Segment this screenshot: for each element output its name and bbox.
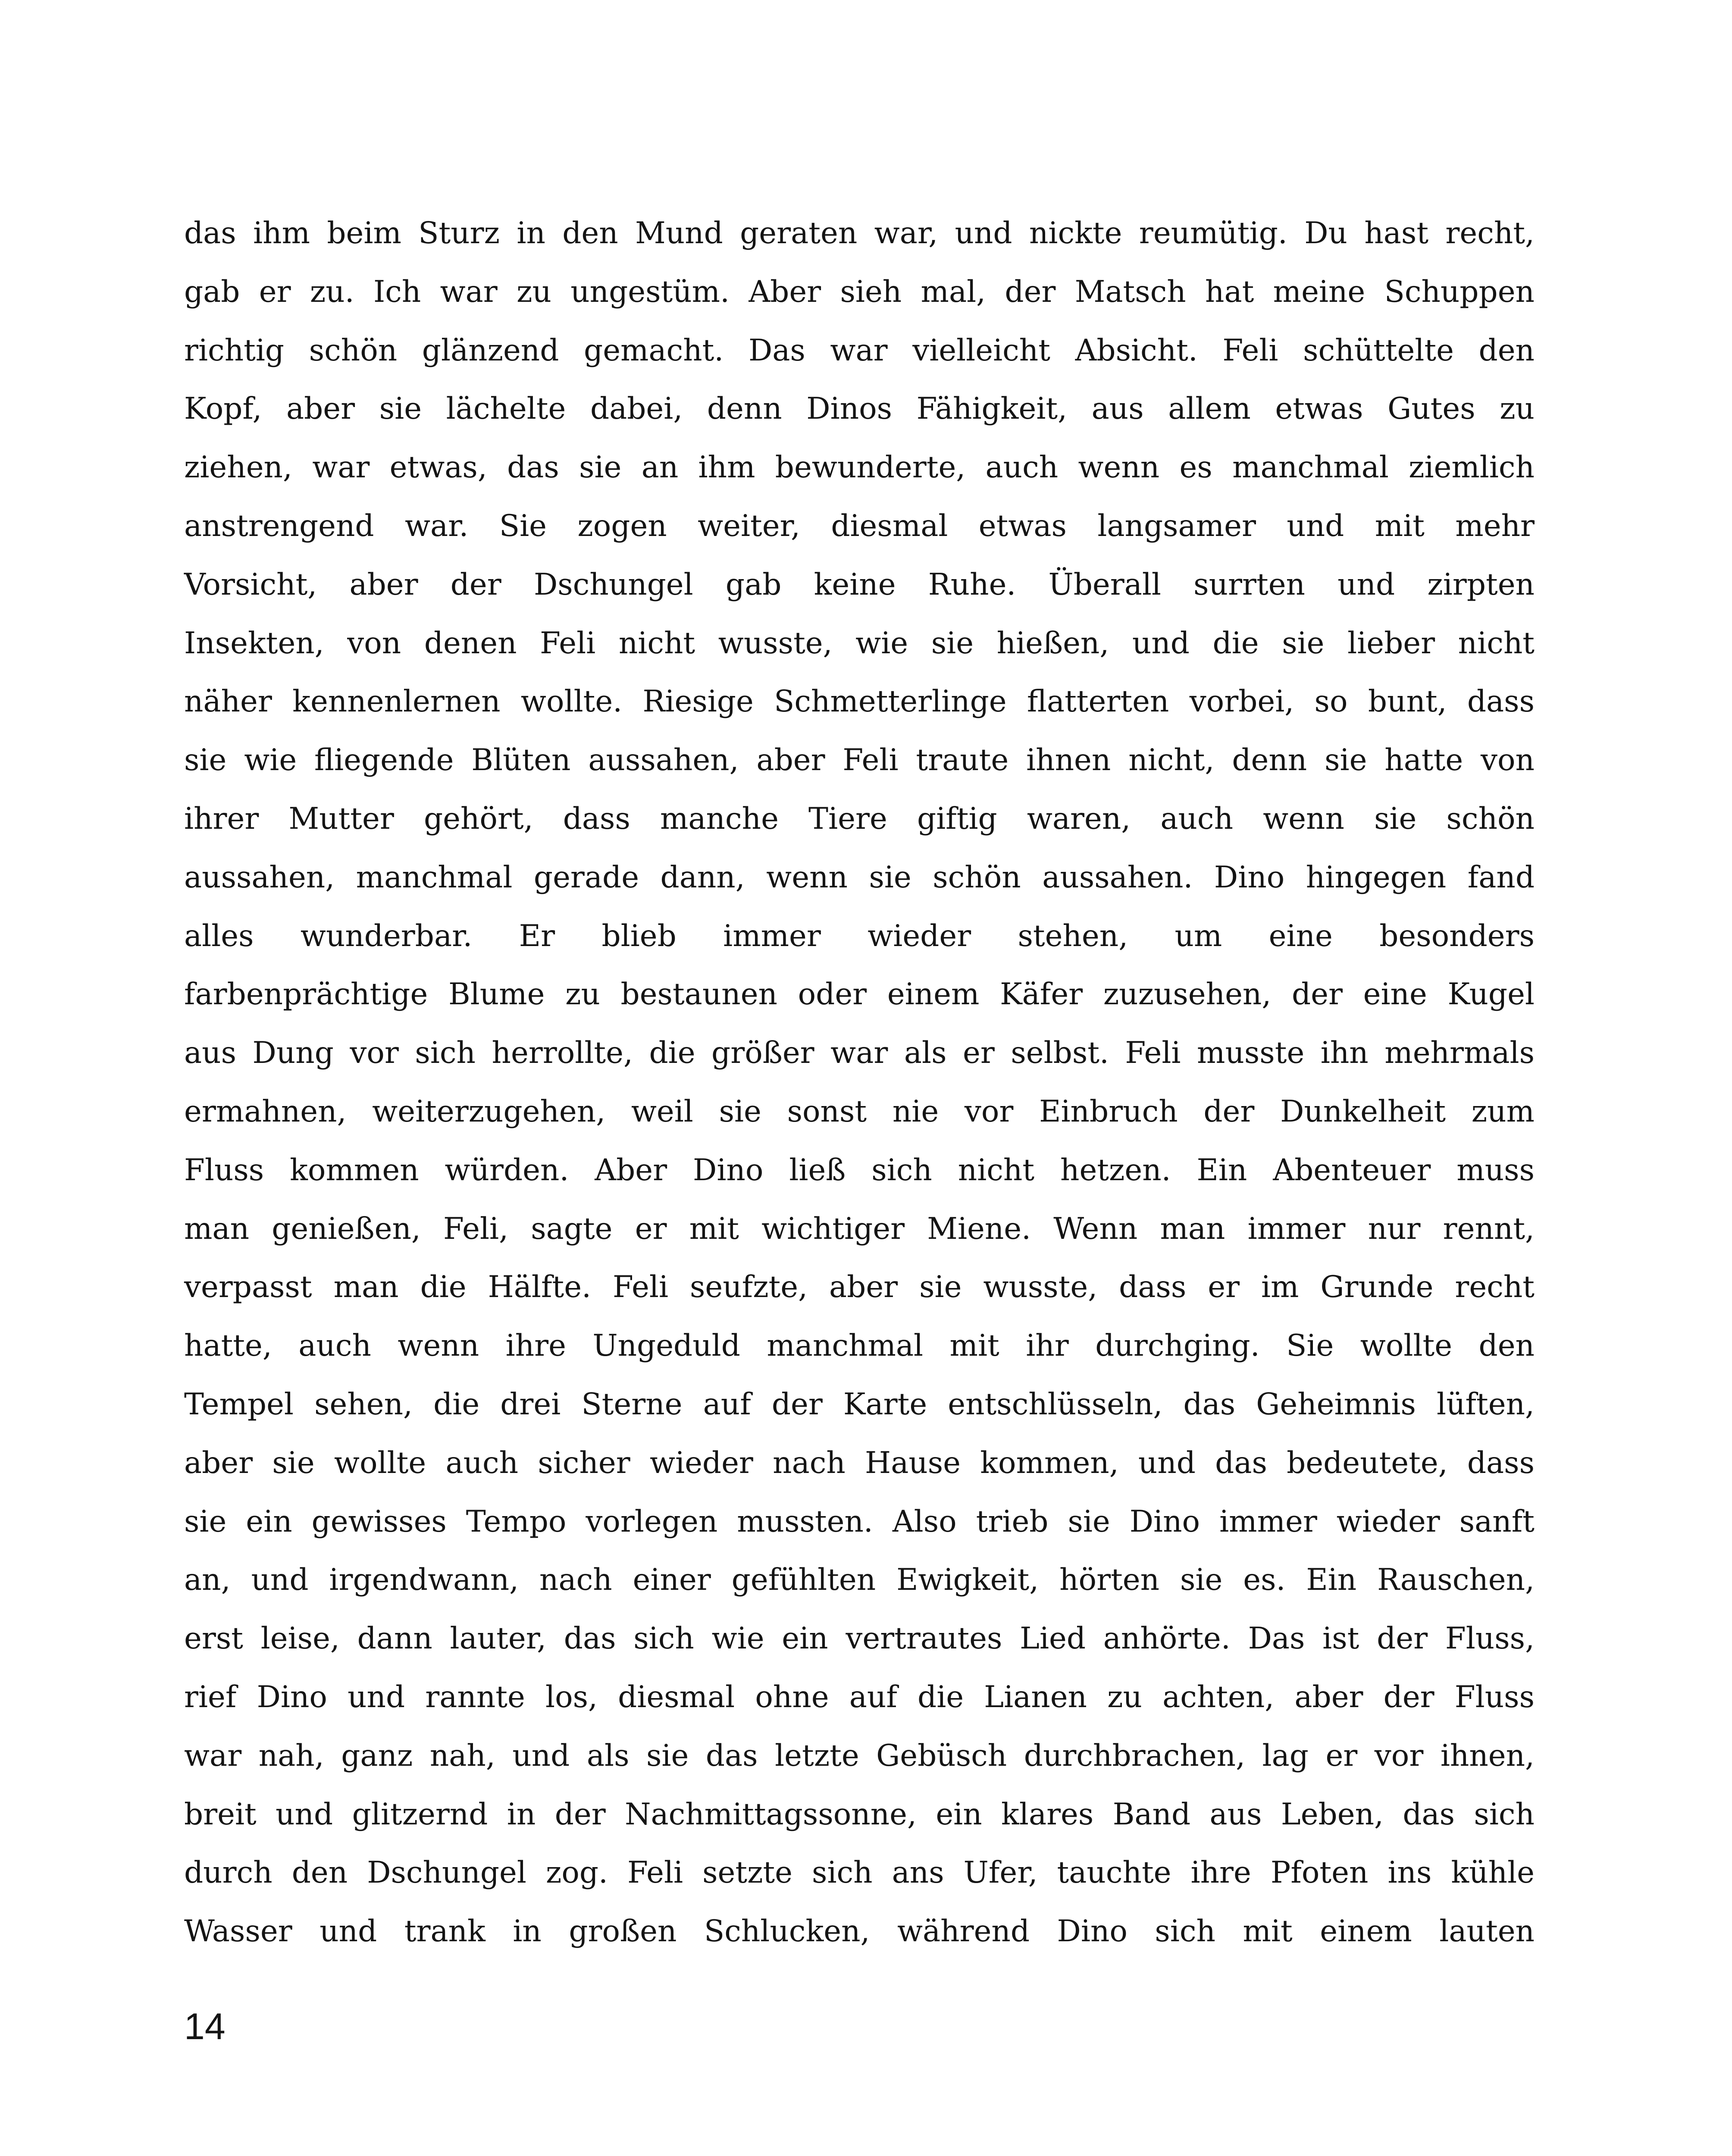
- text-line: sie ein gewisses Tempo vorlegen mussten. Also trieb sie Dino immer wieder sanft: [184, 1504, 1535, 1539]
- text-line: näher kennenlernen wollte. Riesige Schmetterlinge flatterten vorbei, so bunt, dass: [184, 684, 1535, 719]
- text-line: Vorsicht, aber der Dschungel gab keine Ruhe. Überall surrten und zirpten: [184, 567, 1535, 602]
- text-line: war nah, ganz nah, und als sie das letzte Gebüsch durchbrachen, lag er vor ihnen,: [184, 1738, 1535, 1773]
- text-line: Fluss kommen würden. Aber Dino ließ sich nicht hetzen. Ein Abenteuer muss: [184, 1153, 1535, 1188]
- body-text: [184, 204, 1535, 1961]
- page-number: 14: [184, 2006, 226, 2047]
- text-line: hatte, auch wenn ihre Ungeduld manchmal mit ihr durchging. Sie wollte den: [184, 1329, 1535, 1363]
- text-line: sie wie fliegende Blüten aussahen, aber Feli traute ihnen nicht, denn sie hatte von: [184, 743, 1535, 778]
- text-line: Kopf, aber sie lächelte dabei, denn Dinos Fähigkeit, aus allem etwas Gutes zu: [184, 392, 1535, 426]
- text-line: ihrer Mutter gehört, dass manche Tiere giftig waren, auch wenn sie schön: [184, 801, 1535, 836]
- text-line: Insekten, von denen Feli nicht wusste, wie sie hießen, und die sie lieber nicht: [184, 626, 1535, 661]
- text-line: ziehen, war etwas, das sie an ihm bewunderte, auch wenn es manchmal ziemlich: [184, 450, 1535, 485]
- text-line: farbenprächtige Blume zu bestaunen oder einem Käfer zuzusehen, der eine Kugel: [184, 977, 1535, 1012]
- text-line: aussahen, manchmal gerade dann, wenn sie schön aussahen. Dino hingegen fand: [184, 860, 1535, 895]
- text-line: richtig schön glänzend gemacht. Das war vielleicht Absicht. Feli schüttelte den: [184, 333, 1535, 368]
- text-line: verpasst man die Hälfte. Feli seufzte, aber sie wusste, dass er im Grunde recht: [184, 1270, 1535, 1305]
- text-line: ermahnen, weiterzugehen, weil sie sonst nie vor Einbruch der Dunkelheit zum: [184, 1094, 1535, 1129]
- text-line: aber sie wollte auch sicher wieder nach Hause kommen, und das bedeutete, dass: [184, 1445, 1535, 1480]
- text-line: Wasser und trank in großen Schlucken, während Dino sich mit einem lauten: [184, 1914, 1535, 1949]
- text-line: Tempel sehen, die drei Sterne auf der Karte entschlüsseln, das Geheimnis lüften,: [184, 1387, 1535, 1422]
- text-line: man genießen, Feli, sagte er mit wichtiger Miene. Wenn man immer nur rennt,: [184, 1211, 1535, 1246]
- text-line: rief Dino und rannte los, diesmal ohne auf die Lianen zu achten, aber der Fluss: [184, 1680, 1535, 1714]
- text-line: alles wunderbar. Er blieb immer wieder stehen, um eine besonders: [184, 918, 1535, 953]
- text-line: breit und glitzernd in der Nachmittagssonne, ein klares Band aus Leben, das sich: [184, 1797, 1535, 1832]
- text-line: das ihm beim Sturz in den Mund geraten war, und nickte reumütig. Du hast recht,: [184, 216, 1535, 251]
- text-line: gab er zu. Ich war zu ungestüm. Aber sieh mal, der Matsch hat meine Schuppen: [184, 274, 1535, 309]
- text-line: durch den Dschungel zog. Feli setzte sich ans Ufer, tauchte ihre Pfoten ins kühle: [184, 1855, 1535, 1890]
- text-line: an, und irgendwann, nach einer gefühlten Ewigkeit, hörten sie es. Ein Rauschen,: [184, 1563, 1535, 1598]
- text-line: erst leise, dann lauter, das sich wie ein vertrautes Lied anhörte. Das ist der Fluss,: [184, 1621, 1535, 1656]
- text-line: anstrengend war. Sie zogen weiter, diesmal etwas langsamer und mit mehr: [184, 508, 1535, 543]
- text-line: aus Dung vor sich herrollte, die größer war als er selbst. Feli musste ihn mehrmals: [184, 1036, 1535, 1071]
